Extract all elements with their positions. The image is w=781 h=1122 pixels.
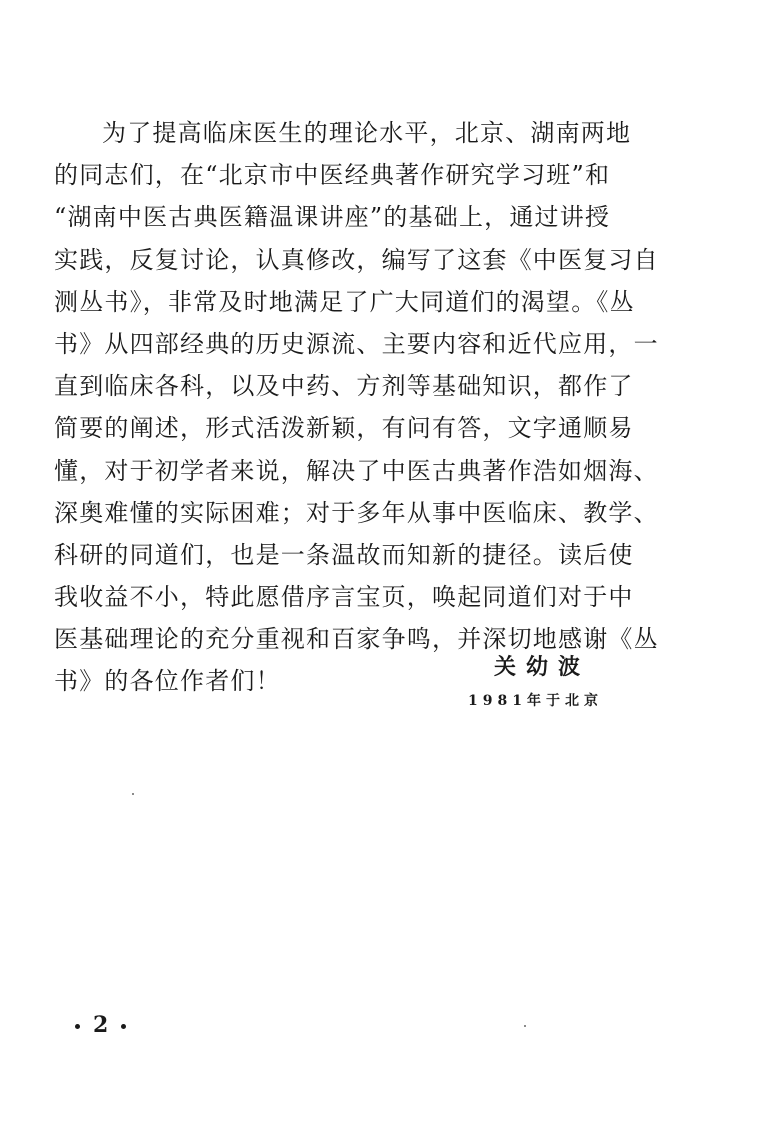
preface-line: 简要的阐述，形式活泼新颖，有问有答，文字通顺易	[54, 414, 634, 443]
preface-line: 我收益不小，特此愿借序言宝页，唤起同道们对于中	[54, 583, 634, 612]
author-signature: 关幼波	[494, 654, 591, 680]
preface-line: 实践，反复讨论，认真修改，编写了这套《中医复习自	[54, 245, 659, 274]
preface-line: 懂，对于初学者来说，解决了中医古典著作浩如烟海、	[54, 456, 659, 485]
scan-speck	[524, 1025, 526, 1027]
preface-line: 的同志们，在“北京市中医经典著作研究学习班”和	[54, 161, 611, 190]
page-number-footer	[62, 1012, 139, 1038]
preface-line: 科研的同道们，也是一条温故而知新的捷径。读后使	[54, 540, 634, 569]
bullet-dot-icon	[75, 1024, 80, 1029]
preface-line: 测丛书》，非常及时地满足了广大同道们的渴望。《丛	[54, 287, 635, 316]
scan-speck	[132, 793, 134, 795]
preface-line: “湖南中医古典医籍温课讲座”的基础上，通过讲授	[54, 203, 611, 232]
preface-line: 深奥难懂的实际困难；对于多年从事中医临床、教学、	[54, 498, 659, 527]
preface-line: 书》从四部经典的历史源流、主要内容和近代应用，一	[54, 329, 659, 358]
page-number: 2	[93, 1012, 109, 1038]
bullet-dot-icon	[121, 1024, 126, 1029]
preface-body	[54, 112, 664, 703]
preface-line: 直到临床各科，以及中药、方剂等基础知识，都作了	[54, 372, 634, 401]
dateline: 1981年于北京	[468, 693, 603, 709]
preface-line: 医基础理论的充分重视和百家争鸣，并深切地感谢《丛	[54, 625, 659, 654]
preface-line: 书》的各位作者们！	[54, 667, 281, 696]
preface-line: 为了提高临床医生的理论水平，北京、湖南两地	[102, 119, 632, 147]
